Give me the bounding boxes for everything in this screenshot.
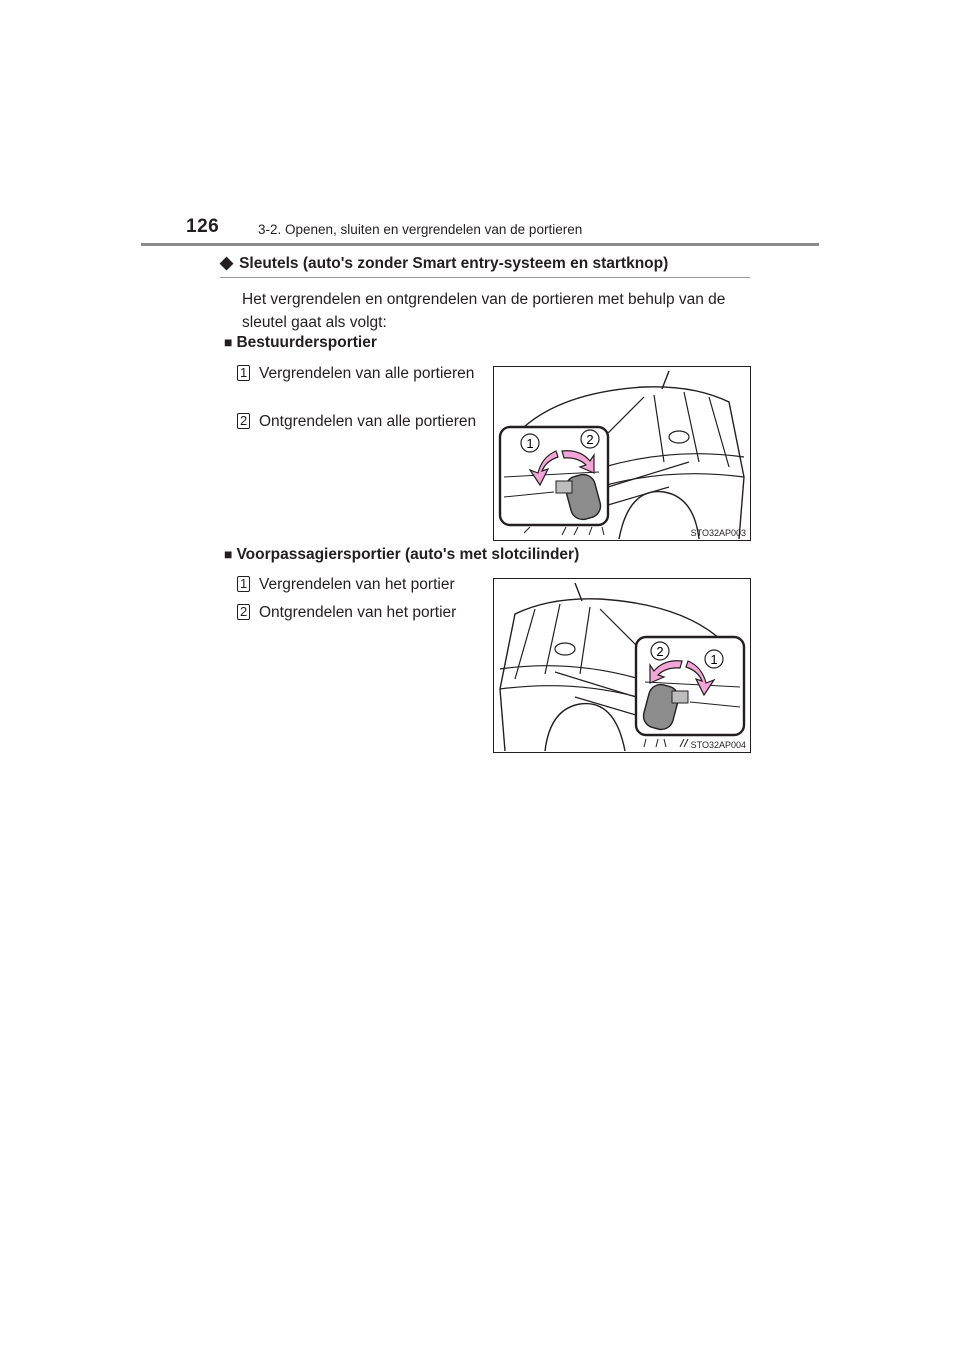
step-number-2: 2 — [237, 413, 250, 429]
passenger-door-heading-text: Voorpassagiersportier (auto's met slotcilinder) — [236, 546, 580, 563]
square-bullet-icon: ■ — [224, 334, 233, 350]
intro-paragraph: Het vergrendelen en ontgrendelen van de portieren met behulp van de sleutel gaat als volgt: — [242, 291, 726, 331]
passenger-door-heading — [224, 546, 579, 564]
car-driver-side-illustration — [494, 367, 750, 540]
step-text: Ontgrendelen van het portier — [259, 604, 457, 621]
driver-step-2 — [237, 410, 477, 433]
figure-code: STO32AP004 — [690, 740, 746, 750]
page-number: 126 — [186, 216, 220, 237]
figure-code: STO32AP003 — [690, 528, 746, 538]
passenger-step-1 — [237, 573, 477, 596]
car-passenger-side-illustration — [494, 579, 750, 752]
section-heading — [220, 253, 668, 273]
driver-door-figure — [493, 366, 751, 541]
figure-label-1: 1 — [526, 436, 534, 451]
step-number-2: 2 — [237, 604, 250, 620]
step-text: Vergrendelen van het portier — [259, 576, 455, 593]
passenger-door-figure — [493, 578, 751, 753]
passenger-step-2 — [237, 601, 477, 624]
driver-step-1 — [237, 362, 477, 385]
step-text: Vergrendelen van alle portieren — [259, 365, 475, 382]
figure-label-2: 2 — [586, 432, 594, 447]
driver-door-heading — [224, 334, 377, 352]
chapter-title: 3-2. Openen, sluiten en vergrendelen van de portieren — [258, 222, 583, 237]
figure-label-1: 1 — [710, 652, 718, 667]
step-text: Ontgrendelen van alle portieren — [259, 413, 477, 430]
step-number-1: 1 — [237, 576, 250, 592]
diamond-bullet-icon: ◆ — [220, 253, 234, 272]
figure-label-2: 2 — [656, 644, 664, 659]
section-rule — [220, 277, 750, 278]
step-number-1: 1 — [237, 365, 250, 381]
driver-door-heading-text: Bestuurdersportier — [236, 334, 377, 351]
header-rule — [141, 243, 819, 246]
section-heading-text: Sleutels (auto's zonder Smart entry-systeem en startknop) — [239, 255, 669, 272]
square-bullet-icon: ■ — [224, 546, 233, 562]
